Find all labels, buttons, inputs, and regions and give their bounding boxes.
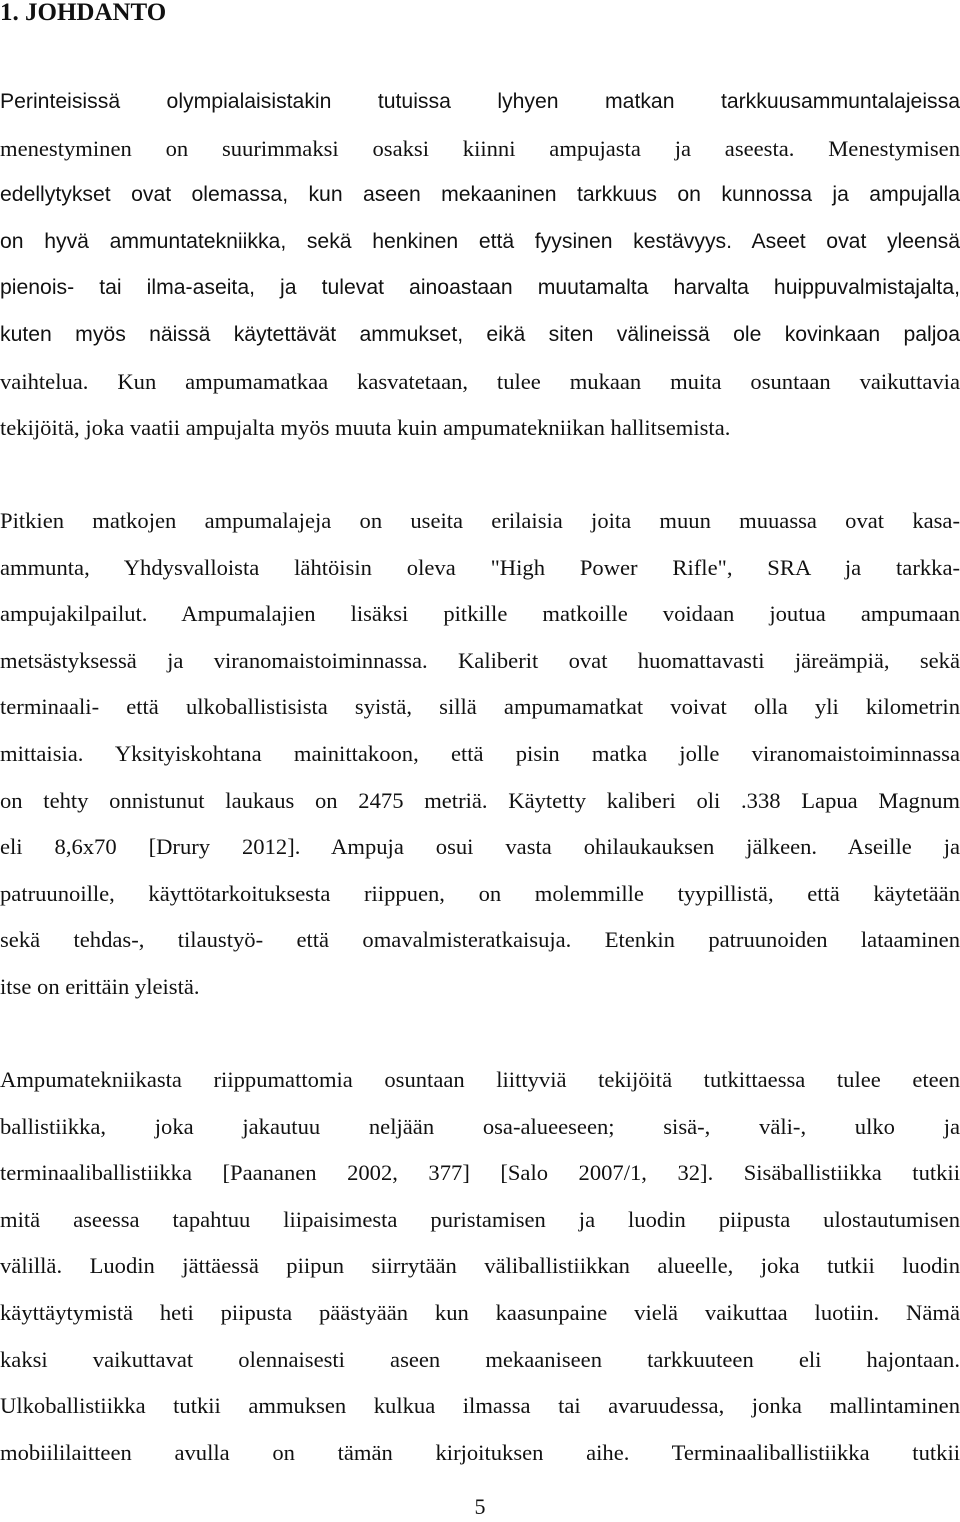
text-line: eli 8,6x70 [Drury 2012]. Ampuja osui vasta ohilaukauksen jälkeen. Aseille ja — [0, 834, 960, 860]
text-line: sekä tehdas-, tilaustyö- että omavalmisteratkaisuja. Etenkin patruunoiden lataaminen — [0, 927, 960, 953]
text-line: mittaisia. Yksityiskohtana mainittakoon, että pisin matka jolle viranomaistoiminnassa — [0, 740, 960, 766]
paragraph-3 — [0, 1057, 960, 1476]
text-line: on hyvä ammuntatekniikka, sekä henkinen että fyysinen kestävyys. Aseet ovat yleensä — [0, 229, 960, 253]
paragraph-2 — [0, 498, 960, 1011]
text-line: ampujakilpailut. Ampumalajien lisäksi pitkille matkoille voidaan joutua ampumaan — [0, 601, 960, 627]
text-line: menestyminen on suurimmaksi osaksi kiinni ampujasta ja aseesta. Menestymisen — [0, 135, 960, 161]
text-line: pienois- tai ilma-aseita, ja tulevat ainoastaan muutamalta harvalta huippuvalmistajalta, — [0, 276, 960, 300]
text-line: patruunoille, käyttötarkoituksesta riippuen, on molemmille tyypillistä, että käytetään — [0, 880, 960, 906]
text-line: metsästyksessä ja viranomaistoiminnassa. Kaliberit ovat huomattavasti järeämpiä, sekä — [0, 647, 960, 673]
text-line: mitä aseessa tapahtuu liipaisimesta puristamisen ja luodin piipusta ulostautumisen — [0, 1206, 960, 1232]
text-line: terminaali- että ulkoballistisista syistä, sillä ampumamatkat voivat olla yli kilometrin — [0, 694, 960, 720]
text-line: edellytykset ovat olemassa, kun aseen mekaaninen tarkkuus on kunnossa ja ampujalla — [0, 183, 960, 207]
text-line: ballistiikka, joka jakautuu neljään osa-alueeseen; sisä-, väli-, ulko ja — [0, 1113, 960, 1139]
text-line: tekijöitä, joka vaatii ampujalta myös muuta kuin ampumatekniikan hallitsemista. — [0, 415, 731, 441]
text-line: Perinteisissä olympialaisistakin tutuissa lyhyen matkan tarkkuusammuntalajeissa — [0, 90, 960, 113]
chapter-heading: 1. JOHDANTO — [0, 0, 167, 26]
page-number: 5 — [474, 1494, 486, 1519]
text-line: Pitkien matkojen ampumalajeja on useita erilaisia joita muun muuassa ovat kasa- — [0, 508, 960, 533]
text-line: on tehty onnistunut laukaus on 2475 metriä. Käytetty kaliberi oli .338 Lapua Magnum — [0, 787, 960, 813]
text-line: kaksi vaikuttavat olennaisesti aseen mekaaniseen tarkkuuteen eli hajontaan. — [0, 1346, 960, 1372]
text-line: mobiililaitteen avulla on tämän kirjoituksen aihe. Terminaaliballistiikka tutkii — [0, 1439, 960, 1465]
text-line: terminaaliballistiikka [Paananen 2002, 377] [Salo 2007/1, 32]. Sisäballistiikka tutkii — [0, 1160, 960, 1186]
text-line: käyttäytymistä heti piipusta päästyään kun kaasunpaine vielä vaikuttaa luotiin. Nämä — [0, 1299, 960, 1325]
text-line: vaihtelua. Kun ampumamatkaa kasvatetaan, tulee mukaan muita osuntaan vaikuttavia — [0, 368, 960, 394]
paragraph-1 — [0, 79, 960, 452]
text-line: ammunta, Yhdysvalloista lähtöisin oleva "High Power Rifle", SRA ja tarkka- — [0, 554, 960, 580]
text-line: kuten myös näissä käytettävät ammukset, eikä siten välineissä ole kovinkaan paljoa — [0, 322, 960, 346]
text-line: itse on erittäin yleistä. — [0, 973, 200, 999]
text-line: Ulkoballistiikka tutkii ammuksen kulkua ilmassa tai avaruudessa, jonka mallintaminen — [0, 1393, 960, 1419]
text-line: välillä. Luodin jättäessä piipun siirrytään väliballistiikkan alueelle, joka tutkii luodin — [0, 1253, 960, 1279]
text-line: Ampumatekniikasta riippumattomia osuntaan liittyviä tekijöitä tutkittaessa tulee eteen — [0, 1067, 960, 1092]
